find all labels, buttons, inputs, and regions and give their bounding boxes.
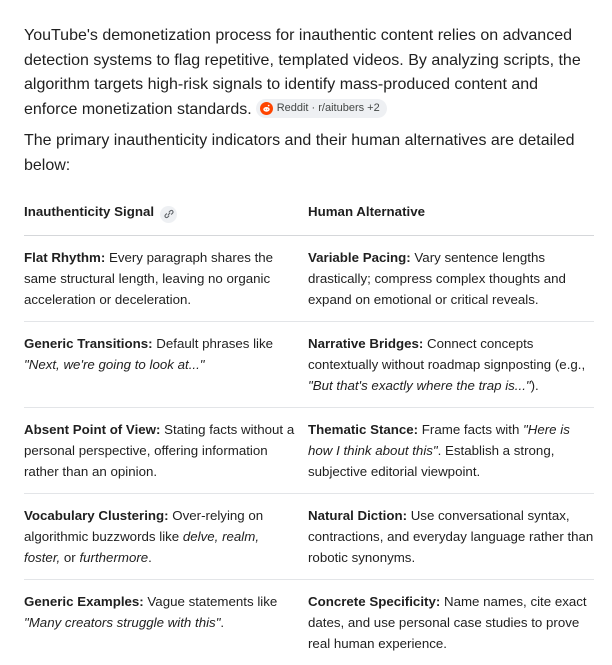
intro-paragraph (24, 24, 584, 122)
link-icon[interactable] (160, 206, 177, 223)
table-row (24, 321, 594, 407)
signal-cell: Flat Rhythm: Every paragraph shares the same structural length, leaving no organic acceleration or deceleration. (24, 235, 308, 321)
alternative-cell: Narrative Bridges: Connect concepts contextually without roadmap signposting (e.g., "But that's exactly where the trap is..."). (308, 321, 594, 407)
reddit-icon (260, 102, 273, 115)
table-row (24, 579, 594, 665)
signal-cell: Generic Examples: Vague statements like "Many creators struggle with this". (24, 593, 278, 630)
header-alternative: Human Alternative (308, 186, 594, 235)
signal-cell: Generic Transitions: Default phrases like "Next, we're going to look at..." (24, 321, 308, 407)
source-chip-label: Reddit · r/aitubers +2 (276, 101, 380, 114)
intro-text: YouTube's demonetization process for inauthentic content relies on advanced detection systems to flag repetitive, templated videos. By analyzing scripts, the algorithm targets high-risk signals to identify mass-produced content and enforce monetization standards. (24, 27, 581, 118)
alternative-cell: Variable Pacing: Vary sentence lengths drastically; compress complex thoughts and expand on emotional or critical reveals. (308, 235, 594, 321)
table-row (24, 407, 594, 493)
table-header-row (24, 186, 594, 235)
signal-cell: Absent Point of View: Stating facts without a personal perspective, offering information rather than an opinion. (24, 407, 308, 493)
alternative-cell: Thematic Stance: Frame facts with "Here is how I think about this". Establish a strong, subjective editorial viewpoint. (308, 407, 594, 493)
alternative-cell: Natural Diction: Use conversational syntax, contractions, and everyday language rather than robotic synonyms. (308, 493, 594, 579)
table-row (24, 235, 594, 321)
table-intro: The primary inauthenticity indicators and their human alternatives are detailed below: (24, 132, 575, 174)
table-row (24, 493, 594, 579)
comparison-table (24, 186, 594, 665)
alternative-cell: Concrete Specificity: Name names, cite exact dates, and use personal case studies to prove real human experience. (308, 593, 587, 651)
signal-cell: Vocabulary Clustering: Over-relying on algorithmic buzzwords like delve, realm, foster, or furthermore. (24, 493, 308, 579)
source-chip[interactable] (256, 99, 387, 118)
header-signal: Inauthenticity Signal (24, 186, 308, 235)
